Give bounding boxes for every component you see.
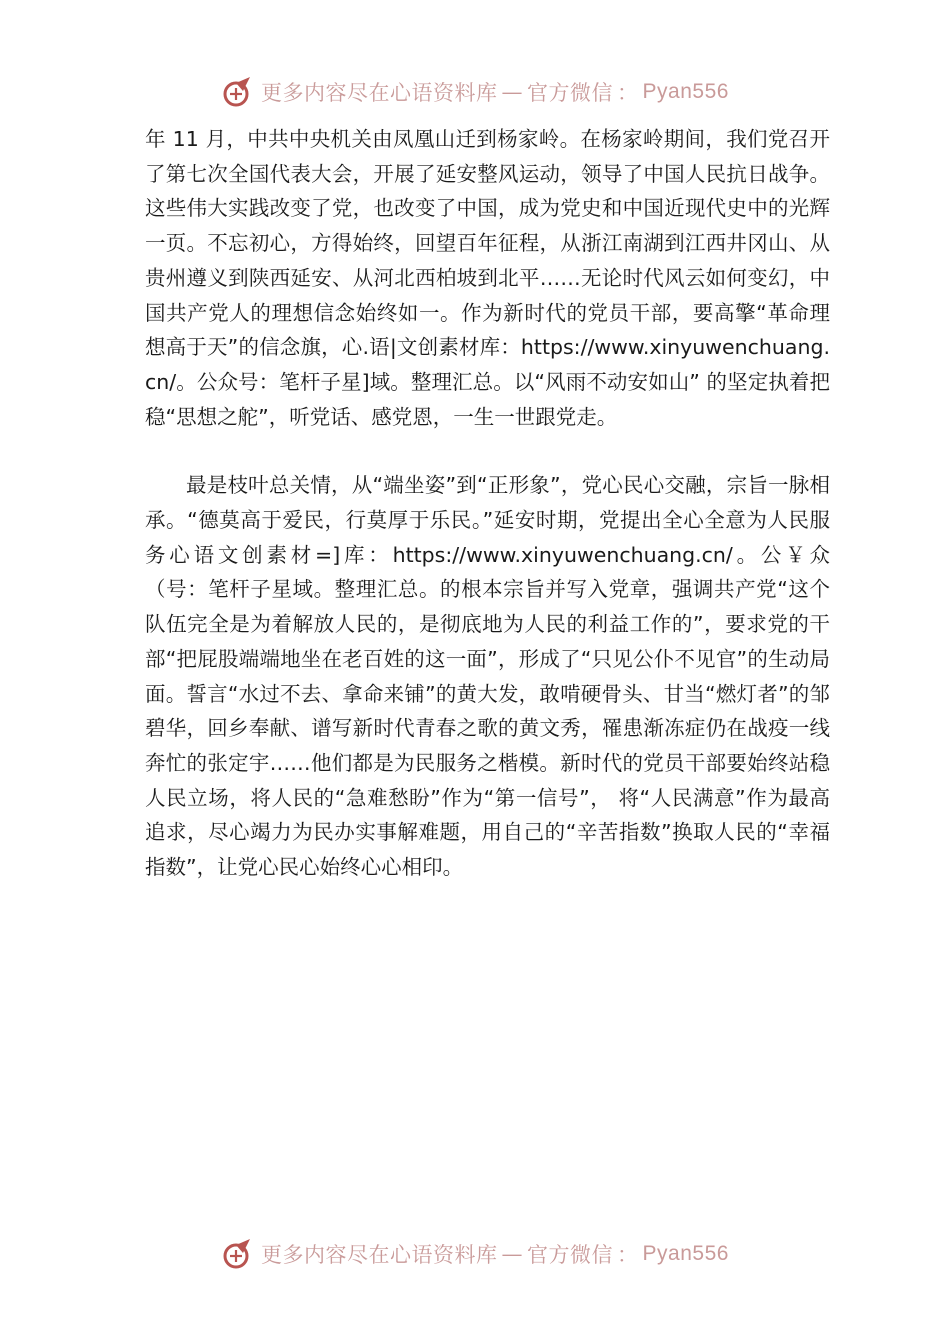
fountain-pen-circle-icon — [221, 1236, 257, 1272]
fountain-pen-circle-icon — [221, 74, 257, 110]
footer-separator: — — [501, 1242, 524, 1266]
paragraph-1: 年 11 月，中共中央机关由凤凰山迁到杨家岭。在杨家岭期间，我们党召开了第七次全国代表大会，开展了延安整风运动，领导了中国人民抗日战争。这些伟大实践改变了党，也改变了中国，成为党史和中国近现代史中的光辉一页。不忘初心，方得始终，回望百年征程，从浙江南湖到江西井冈山、从贵州遵义到陕西延安、从河北西柏坡到北平……无论时代风云如何变幻，中国共产党人的理想信念始终如一。作为新时代的党员干部，要高擎“革命理想高于天”的信念旗，心.语|文创素材库：https://www.xinyuwenchuang.cn/。公众号：笔杆子星]域。整理汇总。以“风雨不动安如山” 的坚定执着把稳“思想之舵”，听党话、感党恩，一生一世跟党走。 — [145, 127, 830, 429]
footer-site-text: 更多内容尽在心语资料库 — [261, 1243, 498, 1267]
footer-official-text: 官方微信 — [527, 1243, 614, 1267]
header-banner-content — [221, 74, 729, 110]
footer-banner-content — [221, 1236, 729, 1272]
header-account-id: Pyan556 — [642, 80, 729, 103]
header-colon: ： — [617, 81, 639, 105]
header-separator: — — [501, 80, 524, 104]
document-body — [145, 122, 830, 885]
paragraph-2: 最是枝叶总关情，从“端坐姿”到“正形象”，党心民心交融，宗旨一脉相承。“德莫高于爱民，行莫厚于乐民。”延安时期，党提出全心全意为人民服务心语文创素材=]库：https://www.xinyuwenchuang.cn/。公￥众（号：笔杆子星域。整理汇总。的根本宗旨并写入党章，强调共产党“这个队伍完全是为着解放人民的，是彻底地为人民的利益工作的”，要求党的干部“把屁股端端地坐在老百姓的这一面”，形成了“只见公仆不见官”的生动局面。誓言“水过不去、拿命来铺”的黄大发，敢啃硬骨头、甘当“燃灯者”的邹碧华，回乡奉献、谱写新时代青春之歌的黄文秀，罹患渐冻症仍在战疫一线奔忙的张定宇……他们都是为民服务之楷模。新时代的党员干部要始终站稳人民立场，将人民的“急难愁盼”作为“第一信号”， 将“人民满意”作为最高追求，尽心竭力为民办实事解难题，用自己的“辛苦指数”换取人民的“幸福指数”，让党心民心始终心心相印。 — [145, 473, 830, 880]
header-site-text: 更多内容尽在心语资料库 — [261, 81, 498, 105]
header-official-text: 官方微信 — [527, 81, 614, 105]
footer-account-id: Pyan556 — [642, 1242, 729, 1265]
header-banner — [0, 72, 950, 112]
footer-banner — [0, 1234, 950, 1274]
footer-colon: ： — [617, 1243, 639, 1267]
